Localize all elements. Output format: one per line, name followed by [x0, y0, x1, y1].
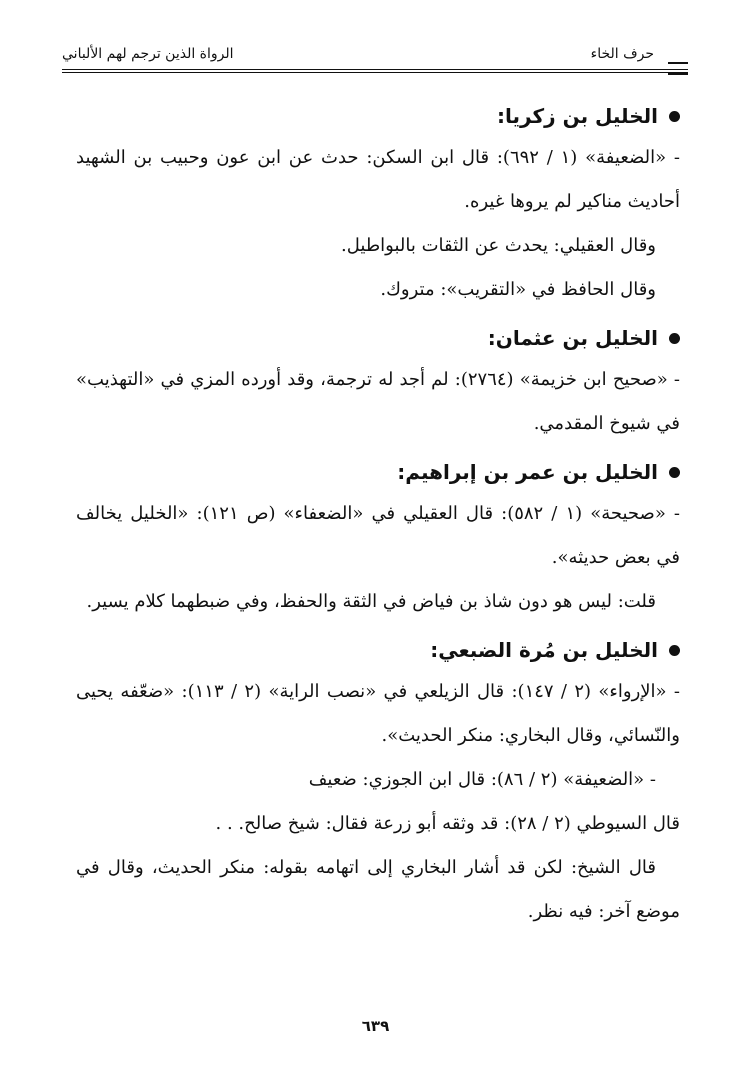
entry-paragraph: - «صحيح ابن خزيمة» (٢٧٦٤): لم أجد له ترجمة، وقد أورده المزي في «التهذيب» في شيوخ المقدمي. — [76, 369, 680, 434]
header-chapter-title: حرف الخاء — [585, 46, 660, 62]
entry-khalil-bin-zakariya — [76, 96, 680, 312]
entry-title-text: الخليل بن عثمان: — [487, 326, 658, 350]
bullet-icon — [669, 333, 680, 344]
entry-paragraph: وقال العقيلي: يحدث عن الثقات بالبواطيل. — [341, 235, 656, 256]
entry-title-text: الخليل بن مُرة الضبعي: — [430, 638, 658, 662]
bullet-icon — [669, 645, 680, 656]
entry-paragraph: قال السيوطي (٢ / ٢٨): قد وثقه أبو زرعة فقال: شيخ صالح. . . — [215, 813, 680, 834]
entry-title — [76, 630, 680, 670]
entry-paragraph: - «الضعيفة» (١ / ٦٩٢): قال ابن السكن: حدث عن ابن عون وحبيب بن الشهيد أحاديث مناكير لم يروها غيره. — [76, 147, 680, 212]
entry-paragraph: قال الشيخ: لكن قد أشار البخاري إلى اتهامه بقوله: منكر الحديث، وقال في موضع آخر: فيه نظر. — [76, 857, 680, 922]
entry-khalil-bin-uthman — [76, 318, 680, 446]
page-body — [76, 96, 680, 934]
entry-paragraph: قلت: ليس هو دون شاذ بن فياض في الثقة والحفظ، وفي ضبطهما كلام يسير. — [86, 591, 656, 612]
entry-paragraph: وقال الحافظ في «التقريب»: متروك. — [380, 279, 656, 300]
page-number: ٦٣٩ — [361, 1017, 390, 1035]
bullet-icon — [669, 111, 680, 122]
entry-title — [76, 318, 680, 358]
entry-title-text: الخليل بن زكريا: — [497, 104, 658, 128]
bullet-icon — [669, 467, 680, 478]
entry-khalil-bin-murra — [76, 630, 680, 934]
entry-title — [76, 452, 680, 492]
entry-title-text: الخليل بن عمر بن إبراهيم: — [397, 460, 658, 484]
entry-title — [76, 96, 680, 136]
entry-paragraph: - «الإرواء» (٢ / ١٤٧): قال الزيلعي في «نصب الراية» (٢ / ١١٣): «ضعّفه يحيى والنّسائي، وقال البخاري: منكر الحديث». — [76, 681, 680, 746]
header-rule — [62, 72, 688, 73]
entry-khalil-bin-umar — [76, 452, 680, 624]
header-rule — [62, 69, 688, 70]
running-header — [62, 40, 688, 76]
entry-paragraph: - «الضعيفة» (٢ / ٨٦): قال ابن الجوزي: ضعيف — [308, 769, 656, 790]
header-ornament — [668, 62, 688, 75]
entry-paragraph: - «صحيحة» (١ / ٥٨٢): قال العقيلي في «الضعفاء» (ص ١٢١): «الخليل يخالف في بعض حديثه». — [76, 503, 680, 568]
header-book-title: الرواة الذين ترجم لهم الألباني — [62, 46, 240, 62]
